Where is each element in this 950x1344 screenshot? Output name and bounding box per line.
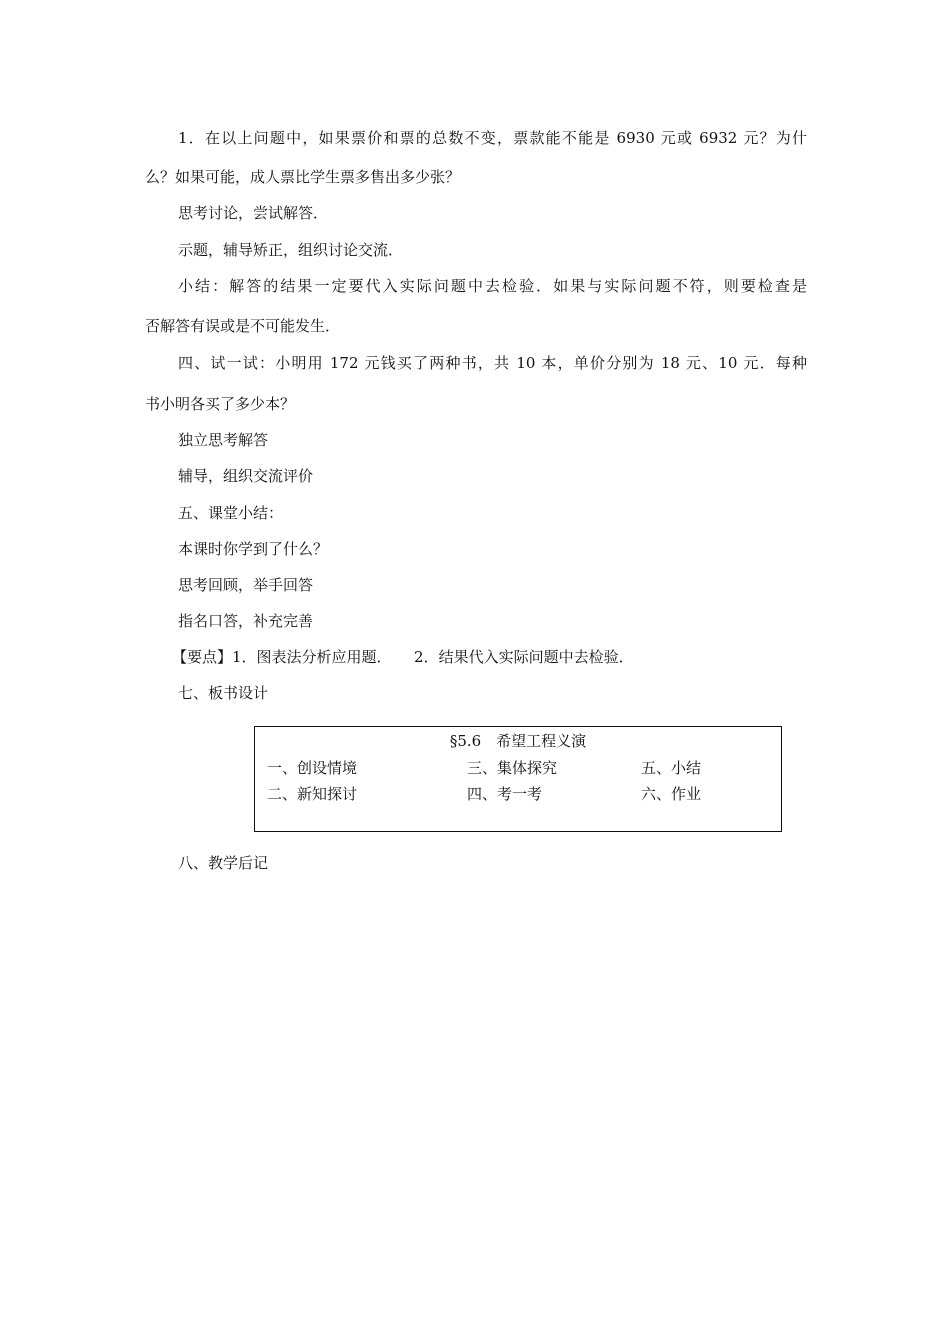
paragraph-guide-evaluate: 辅导，组织交流评价 — [178, 467, 314, 485]
paragraph-summary-line-2: 否解答有误或是不可能发生． — [145, 317, 341, 335]
board-item: 四、考一考 — [467, 785, 543, 803]
paragraph-try-it-line-2: 书小明各买了多少本？ — [145, 395, 296, 413]
section-heading-teaching-notes: 八、教学后记 — [178, 854, 269, 872]
board-design-box — [254, 726, 782, 832]
paragraph-key-points: 【要点】1．图表法分析应用题． 2．结果代入实际问题中去检验． — [172, 648, 634, 666]
board-item: 三、集体探究 — [467, 759, 558, 777]
board-item: 二、新知探讨 — [267, 785, 358, 803]
paragraph-question-1-line-1: 1．在以上问题中，如果票价和票的总数不变，票款能不能是 6930 元或 6932 元？为什 — [178, 129, 807, 147]
paragraph-think-discuss: 思考讨论，尝试解答． — [178, 204, 329, 222]
paragraph-independent-answer: 独立思考解答 — [178, 431, 269, 449]
board-item: 五、小结 — [641, 759, 702, 777]
section-heading-class-summary: 五、课堂小结： — [178, 504, 284, 522]
board-title: §5.6 希望工程义演 — [449, 732, 587, 750]
paragraph-oral-answer: 指名口答，补充完善 — [178, 612, 314, 630]
paragraph-try-it-line-1: 四、试一试：小明用 172 元钱买了两种书，共 10 本，单价分别为 18 元、10 元．每种 — [178, 354, 807, 372]
paragraph-summary-line-1: 小结：解答的结果一定要代入实际问题中去检验．如果与实际问题不符，则要检查是 — [178, 277, 807, 295]
paragraph-guide-correct: 示题，辅导矫正，组织讨论交流． — [178, 241, 404, 259]
board-item: 一、创设情境 — [267, 759, 358, 777]
board-item: 六、作业 — [641, 785, 702, 803]
paragraph-what-learned: 本课时你学到了什么？ — [178, 540, 329, 558]
section-heading-board-design: 七、板书设计 — [178, 684, 269, 702]
paragraph-review-answer: 思考回顾，举手回答 — [178, 576, 314, 594]
paragraph-question-1-line-2: 么？如果可能，成人票比学生票多售出多少张？ — [145, 168, 461, 186]
